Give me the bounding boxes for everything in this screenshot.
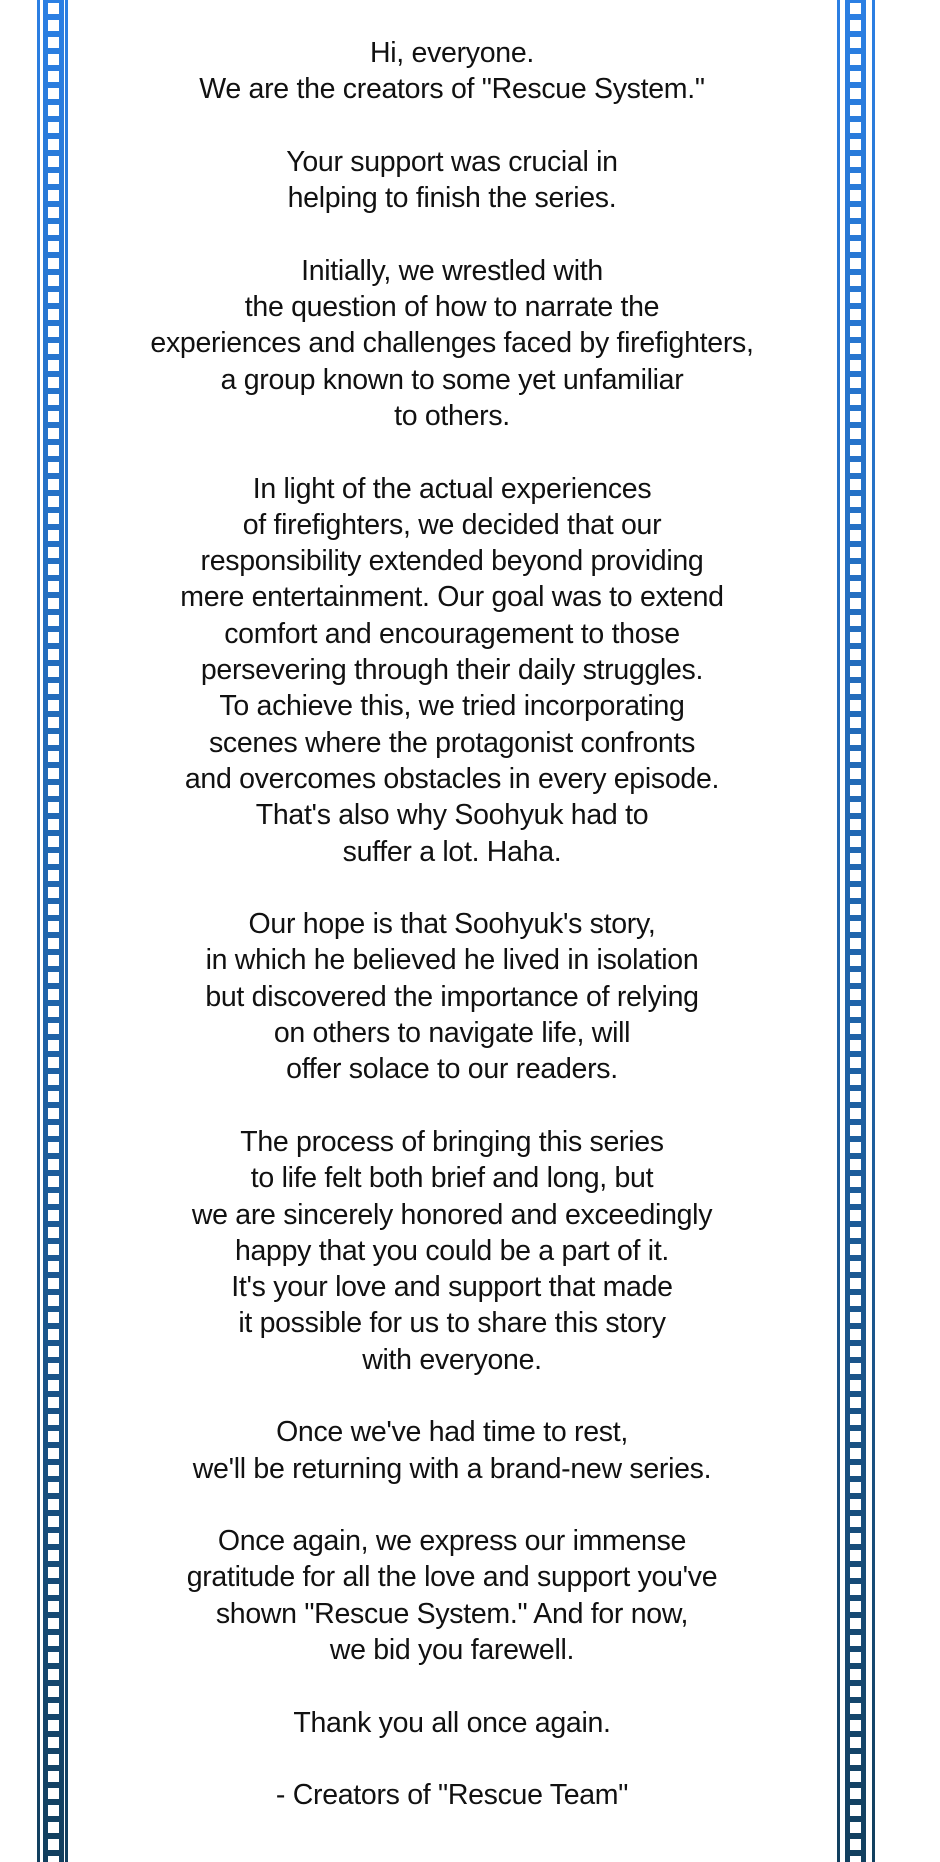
paragraph	[70, 906, 834, 1087]
right-border-inner-line	[837, 0, 840, 1862]
text-line: Your support was crucial in	[286, 145, 618, 178]
right-border-outer-line	[872, 0, 875, 1862]
paragraph	[70, 1705, 834, 1741]
paragraph	[70, 35, 834, 108]
left-border-ladder	[43, 0, 64, 1862]
left-border-inner-line	[65, 0, 68, 1862]
text-line: in which he believed he lived in isolation	[205, 944, 699, 977]
text-line: but discovered the importance of relying	[205, 980, 699, 1013]
text-line: we'll be returning with a brand-new series.	[192, 1452, 712, 1485]
text-line: with everyone.	[362, 1343, 542, 1376]
paragraph	[70, 1777, 834, 1813]
text-line: persevering through their daily struggles.	[200, 654, 704, 687]
text-line: experiences and challenges faced by firefighters,	[150, 327, 754, 360]
text-line: happy that you could be a part of it.	[234, 1234, 670, 1267]
left-border-outer-line	[37, 0, 40, 1862]
text-line: we are sincerely honored and exceedingly	[191, 1198, 713, 1231]
text-line: Once we've had time to rest,	[276, 1416, 628, 1449]
text-line: Once again, we express our immense	[217, 1525, 687, 1558]
text-line: scenes where the protagonist confronts	[208, 726, 696, 759]
text-line: gratitude for all the love and support you've	[186, 1561, 718, 1594]
text-line: offer solace to our readers.	[286, 1053, 618, 1086]
paragraph	[70, 1414, 834, 1487]
text-line: - Creators of "Rescue Team"	[275, 1779, 629, 1812]
text-line: That's also why Soohyuk had to	[255, 799, 649, 832]
text-line: suffer a lot. Haha.	[342, 835, 562, 868]
text-line: to life felt both brief and long, but	[250, 1162, 654, 1195]
text-line: we bid you farewell.	[329, 1634, 575, 1667]
text-line: Thank you all once again.	[293, 1706, 611, 1739]
text-line: a group known to some yet unfamiliar	[220, 363, 684, 396]
ladder-windows	[850, 3, 861, 1862]
text-line: mere entertainment. Our goal was to extend	[180, 581, 724, 614]
ladder-windows	[48, 3, 59, 1862]
text-line: The process of bringing this series	[240, 1125, 664, 1158]
text-line: shown "Rescue System." And for now,	[215, 1597, 689, 1630]
paragraph	[70, 144, 834, 217]
text-line: it possible for us to share this story	[238, 1307, 666, 1340]
text-line: Initially, we wrestled with	[301, 254, 603, 287]
paragraph	[70, 1124, 834, 1378]
text-line: comfort and encouragement to those	[224, 617, 680, 650]
text-line: helping to finish the series.	[287, 182, 617, 215]
text-line: Our hope is that Soohyuk's story,	[248, 908, 656, 941]
afterword-text	[70, 35, 834, 1850]
text-line: To achieve this, we tried incorporating	[219, 690, 685, 723]
text-line: on others to navigate life, will	[273, 1017, 631, 1050]
text-line: Hi, everyone.	[369, 37, 534, 69]
text-line: to others.	[394, 399, 510, 432]
text-line: We are the creators of "Rescue System."	[199, 73, 705, 106]
paragraph	[70, 1523, 834, 1668]
text-line: of firefighters, we decided that our	[242, 508, 662, 541]
paragraph	[70, 253, 834, 434]
text-line: It's your love and support that made	[231, 1271, 673, 1304]
paragraph	[70, 471, 834, 870]
text-line: and overcomes obstacles in every episode.	[184, 762, 720, 795]
text-line: responsibility extended beyond providing	[200, 545, 704, 578]
text-line: In light of the actual experiences	[252, 472, 652, 505]
right-border-ladder	[845, 0, 866, 1862]
text-line: the question of how to narrate the	[244, 291, 660, 324]
